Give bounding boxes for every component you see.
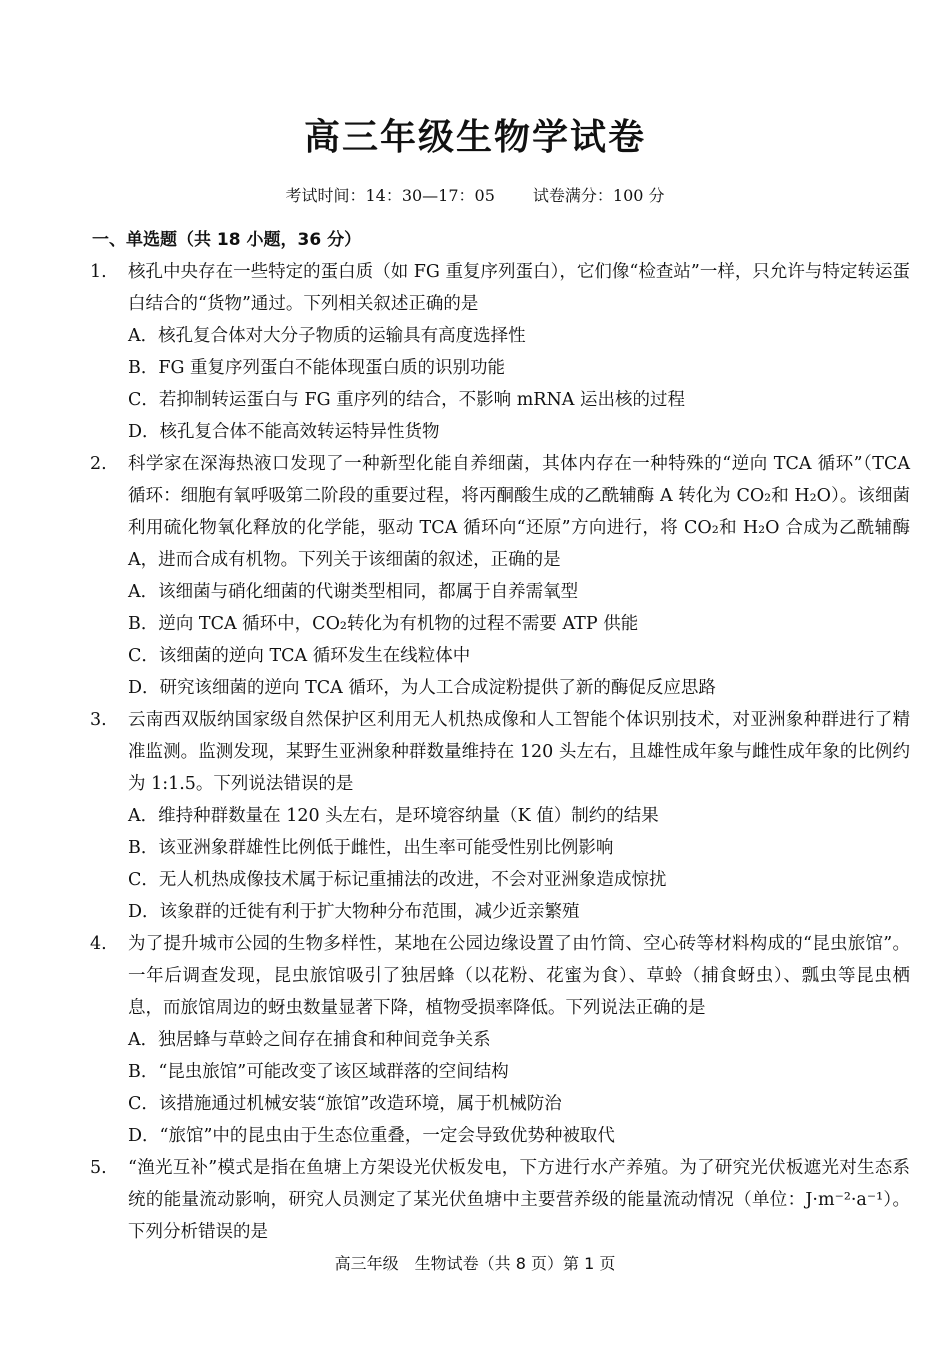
question-stem: 为了提升城市公园的生物多样性，某地在公园边缘设置了由竹筒、空心砖等材料构成的“昆虫旅馆”。一年后调查发现，昆虫旅馆吸引了独居蜂（以花粉、花蜜为食）、草蛉（捕食蚜虫）、瓢虫等昆虫栖息，而旅馆周边的蚜虫数量显著下降，植物受损率降低。下列说法正确的是	[128, 934, 910, 1018]
option-b: B．逆向 TCA 循环中，CO₂转化为有机物的过程不需要 ATP 供能	[128, 614, 639, 634]
question-4	[0, 928, 950, 1152]
exam-info	[0, 184, 950, 208]
exam-score: 试卷满分：100 分	[532, 186, 665, 205]
option-d: D．核孔复合体不能高效转运特异性货物	[128, 422, 440, 442]
option-a: A．维持种群数量在 120 头左右，是环境容纳量（K 值）制约的结果	[128, 806, 659, 826]
question-stem: 科学家在深海热液口发现了一种新型化能自养细菌，其体内存在一种特殊的“逆向 TCA 循环”（TCA 循环：细胞有氧呼吸第二阶段的重要过程，将丙酮酸生成的乙酰辅酶 A 转化为 CO₂和 H₂O）。该细菌利用硫化物氧化释放的化学能，驱动 TCA 循环向“还原”方向进行，将 CO₂和 H₂O 合成为乙酰辅酶 A，进而合成有机物。下列关于该细菌的叙述，正确的是	[128, 454, 910, 570]
option-d: D．该象群的迁徙有利于扩大物种分布范围，减少近亲繁殖	[128, 902, 580, 922]
question-3	[0, 704, 950, 928]
question-number: 4.	[90, 934, 107, 954]
option-b: B．FG 重复序列蛋白不能体现蛋白质的识别功能	[128, 358, 506, 378]
option-c: C．该细菌的逆向 TCA 循环发生在线粒体中	[128, 646, 471, 666]
question-5	[0, 1152, 950, 1248]
question-list	[0, 256, 950, 1248]
section-heading: 一、单选题（共 18 小题，36 分）	[92, 230, 362, 250]
question-1	[0, 256, 950, 448]
option-c: C．若抑制转运蛋白与 FG 重序列的结合，不影响 mRNA 运出核的过程	[128, 390, 685, 410]
question-number: 3.	[90, 710, 107, 730]
question-number: 2.	[90, 454, 107, 474]
option-a: A．该细菌与硝化细菌的代谢类型相同，都属于自养需氧型	[128, 582, 579, 602]
question-stem: 云南西双版纳国家级自然保护区利用无人机热成像和人工智能个体识别技术，对亚洲象种群进行了精准监测。监测发现，某野生亚洲象种群数量维持在 120 头左右，且雄性成年象与雌性成年象的比例约为 1:1.5。下列说法错误的是	[128, 710, 910, 794]
question-number: 5.	[90, 1158, 107, 1178]
option-a: A．核孔复合体对大分子物质的运输具有高度选择性	[128, 326, 526, 346]
option-c: C．该措施通过机械安装“旅馆”改造环境，属于机械防治	[128, 1094, 562, 1114]
question-stem: 核孔中央存在一些特定的蛋白质（如 FG 重复序列蛋白），它们像“检查站”一样，只允许与特定转运蛋白结合的“货物”通过。下列相关叙述正确的是	[128, 262, 910, 314]
option-d: D．研究该细菌的逆向 TCA 循环，为人工合成淀粉提供了新的酶促反应思路	[128, 678, 716, 698]
question-2	[0, 448, 950, 704]
question-number: 1.	[90, 262, 107, 282]
option-a: A．独居蜂与草蛉之间存在捕食和种间竞争关系	[128, 1030, 491, 1050]
option-b: B．该亚洲象群雄性比例低于雌性，出生率可能受性别比例影响	[128, 838, 614, 858]
exam-title: 高三年级生物学试卷	[303, 117, 646, 158]
option-d: D．“旅馆”中的昆虫由于生态位重叠，一定会导致优势种被取代	[128, 1126, 615, 1146]
page-footer: 高三年级 生物试卷（共 8 页）第 1 页	[334, 1254, 616, 1273]
exam-time: 考试时间：14：30—17：05	[285, 186, 495, 205]
option-c: C．无人机热成像技术属于标记重捕法的改进，不会对亚洲象造成惊扰	[128, 870, 667, 890]
option-b: B．“昆虫旅馆”可能改变了该区域群落的空间结构	[128, 1062, 509, 1082]
question-stem: “渔光互补”模式是指在鱼塘上方架设光伏板发电，下方进行水产养殖。为了研究光伏板遮光对生态系统的能量流动影响，研究人员测定了某光伏鱼塘中主要营养级的能量流动情况（单位：J·m⁻²·a⁻¹）。下列分析错误的是	[128, 1158, 910, 1242]
